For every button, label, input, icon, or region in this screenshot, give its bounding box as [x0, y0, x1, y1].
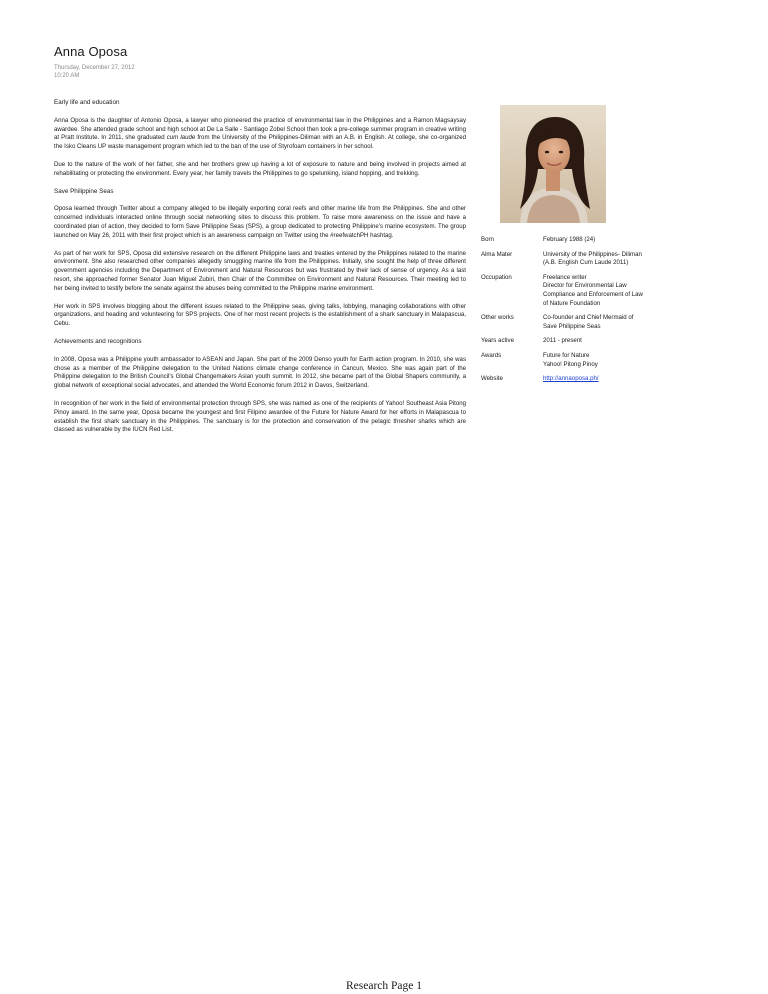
- infobox-value-born: February 1988 (24): [543, 236, 596, 243]
- paragraph-early-1: Anna Oposa is the daughter of Antonio Oposa, a lawyer who pioneered the practice of environmental law in the Philippines and a Ramon Magsaysay awardee. She attended grade school and high school at De La Salle - Santiago Zobel School then took a pre-college summer program in creative writing at Pratt Institute. In 2011, she graduated cum laude from the University of the Philippines-Diliman with an A.B. in English. At college, she co-organized the Isko Cleans UP waste management program which led to the ban of the use of Styrofoam containers in her school.: [54, 116, 466, 151]
- infobox-value-other-works: Co-founder and Chief Mermaid of Save Philippine Seas: [543, 314, 634, 330]
- paragraph-early-2: Due to the nature of the work of her father, she and her brothers grew up having a lot of exposure to nature and being involved in projects aimed at rehabilitating or protecting the environment. Every year, her family travels the Philippines to go spelunking, island hopping, and trekking.: [54, 160, 466, 177]
- website-link[interactable]: http://annaoposa.ph/: [543, 375, 599, 383]
- paragraph-sps-2: As part of her work for SPS, Oposa did extensive research on the different Philippine laws and treaties entered by the Philippines related to the marine environment. She also researched other companies allegedly smuggling marine life from the Philippines. Initially, she sought the help of three different government agencies including the Department of Environment and Natural Resources but was frustrated by their lack of sense of urgency. As a last resort, she approached former Senator Juan Miguel Zubiri, then Chair of the Committee on Environment and Natural Resources. Their meeting led to her being invited to testify before the senate against the abuses being committed to the Philippine marine environment.: [54, 249, 466, 292]
- infobox-label-born: Born: [481, 236, 494, 243]
- page-title: Anna Oposa: [54, 44, 128, 59]
- page-header: [54, 44, 714, 80]
- infobox-row-alma-mater: [481, 251, 681, 268]
- infobox-value-awards: Future for Nature Yahoo! Pitong Pinoy: [543, 351, 598, 368]
- infobox-label-occupation: Occupation: [481, 273, 512, 281]
- paragraph-sps-1: Oposa learned through Twitter about a company alleged to be illegally exporting coral reefs and other marine life from the Philippines. She and other concerned individuals interacted online through social networking sites to discuss this problem. To raise more awareness on the issue and have a coordinated plan of action, they decided to form Save Philippine Seas (SPS), a group dedicated to protecting Philippine's marine ecosystem. The group launched on May 26, 2011 with their first project which is an awareness campaign on Twitter using the #reefwatchPH hashtag.: [54, 205, 466, 239]
- section-heading-early-life: Early life and education: [54, 99, 120, 106]
- infobox-row-born: [481, 236, 681, 245]
- infobox-value-occupation: Freelance writer Director for Environmental Law Compliance and Enforcement of Law of Nature Foundation: [543, 273, 643, 307]
- infobox: [481, 236, 681, 390]
- infobox-label-other-works: Other works: [481, 314, 514, 322]
- infobox-row-other-works: [481, 314, 681, 331]
- infobox-row-website: [481, 375, 681, 384]
- page-time: 10:20 AM: [54, 73, 80, 79]
- portrait-photo: [500, 105, 606, 223]
- infobox-value-years-active: 2011 - present: [543, 337, 582, 345]
- infobox-label-years-active: Years active: [481, 337, 514, 345]
- page-date: Thursday, December 27, 2012: [54, 65, 135, 71]
- infobox-value-alma-mater: University of the Philippines- Diliman (A.B. English Cum Laude 2011): [543, 250, 642, 267]
- infobox-row-awards: [481, 352, 681, 369]
- paragraph-achievements-1: In 2008, Oposa was a Philippine youth ambassador to ASEAN and Japan. She part of the 2009 Denso youth for Earth action program. In 2010, she was chose as a member of the Philippine delegation to the United Nations climate change conference in Cancun, Mexico. She was again part of the Philippine delegation to the British Council's Global Changemakers Asian youth summit. In 2012, she became part of the Global Shapers community, a global network of exceptional social advocates, and attended the World Economic forum 2012 in Davos, Switzerland.: [54, 355, 466, 390]
- infobox-row-years-active: [481, 337, 681, 346]
- infobox-row-occupation: [481, 274, 681, 308]
- page-footer: Research Page 1: [346, 980, 422, 992]
- section-heading-sps: Save Philippine Seas: [54, 187, 114, 195]
- paragraph-sps-3: Her work in SPS involves blogging about the different issues related to the Philippine seas, giving talks, lobbying, managing collaborations with other organizations, and heading and volunteering for SPS projects. One of her most recent projects is the establishment of a shark sanctuary in Malapascua, Cebu.: [54, 302, 466, 328]
- article-body: [54, 99, 466, 444]
- infobox-label-awards: Awards: [481, 351, 502, 359]
- portrait-illustration: [500, 105, 606, 223]
- paragraph-achievements-2: In recognition of her work in the field of environmental protection through SPS, she was named as one of the recipients of Yahoo! Southeast Asia Pitong Pinoy award. In the same year, Oposa became the youngest and first Filipino awardee of the Future for Nature Award for her efforts in Malapascua to establish the first shark sanctuary in the Philippines. The sanctuary is for the protection and conservation of the pelagic thresher sharks which are classed as vulnerable by the IUCN Red List.: [54, 399, 466, 434]
- infobox-label-website: Website: [481, 375, 503, 383]
- section-heading-achievements: Achievements and recognitions: [54, 337, 142, 345]
- infobox-label-alma-mater: Alma Mater: [481, 250, 513, 258]
